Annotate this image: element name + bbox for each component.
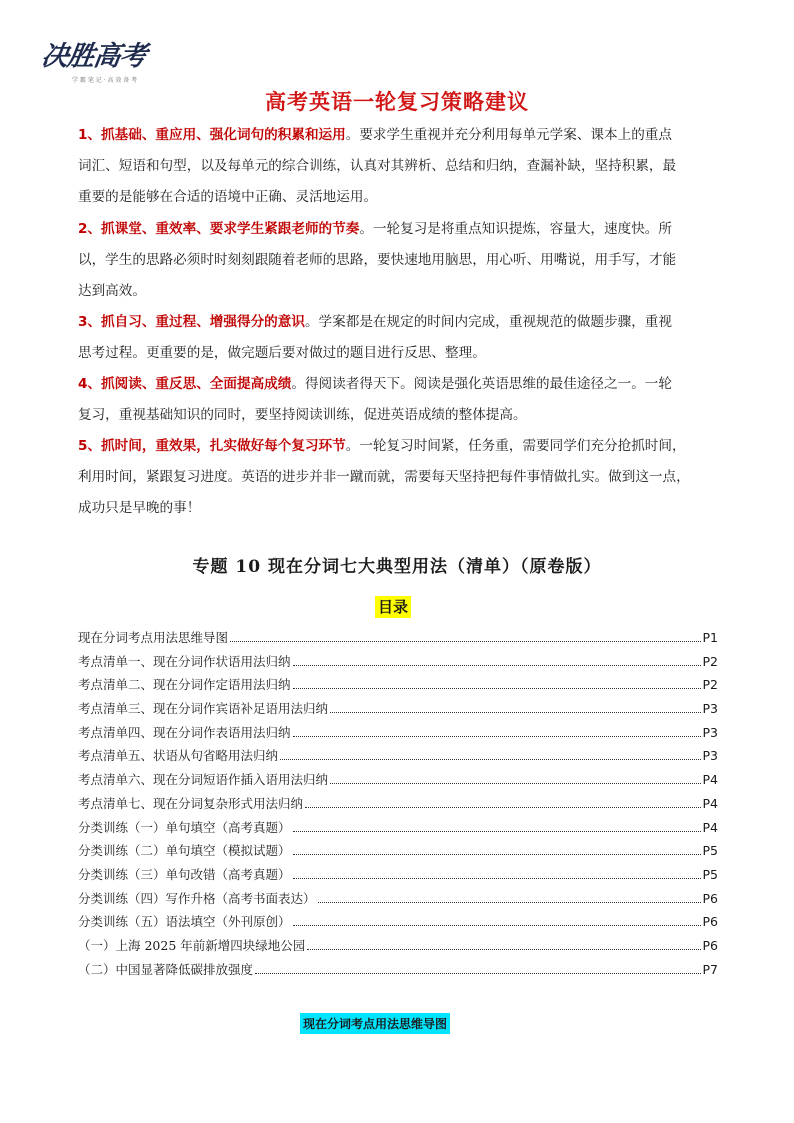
toc-entry-title: 考点清单二、现在分词作定语用法归纳 xyxy=(78,677,291,693)
toc-entry-title: （二）中国显著降低碳排放强度 xyxy=(78,961,254,977)
toc-entry-page: P4 xyxy=(702,772,718,788)
toc-entry[interactable] xyxy=(78,865,718,889)
strategy-text: 思考过程。更重要的是，做完题后要对做过的题目进行反思、整理。 xyxy=(78,345,486,361)
strategy-text: 重要的是能够在合适的语境中正确、灵活地运用。 xyxy=(78,189,378,205)
toc-leader-dots xyxy=(330,772,700,784)
paragraph-line xyxy=(78,462,722,493)
paragraph-line xyxy=(78,431,722,462)
toc-entry-title: 考点清单三、现在分词作宾语补足语用法归纳 xyxy=(78,701,329,717)
strategy-text: 达到高效。 xyxy=(78,283,146,299)
paragraph-line xyxy=(78,182,722,213)
toc-entry[interactable] xyxy=(78,628,718,652)
strategy-heading: 5、抓时间，重效果，扎实做好每个复习环节 xyxy=(78,438,346,454)
strategy-heading: 2、抓课堂、重效率、要求学生紧跟老师的节奏 xyxy=(78,221,360,237)
mindmap-label: 现在分词考点用法思维导图 xyxy=(300,1013,450,1034)
toc-entry[interactable] xyxy=(78,889,718,913)
toc-entry-page: P4 xyxy=(702,795,718,811)
toc-leader-dots xyxy=(280,748,700,760)
toc-leader-dots xyxy=(307,938,700,950)
toc-entry-page: P7 xyxy=(702,961,718,977)
toc-entry[interactable] xyxy=(78,770,718,794)
toc-entry-title: 分类训练（四）写作升格（高考书面表达） xyxy=(78,890,316,906)
toc-entry-title: 分类训练（二）单句填空（模拟试题） xyxy=(78,843,291,859)
paragraph-line xyxy=(78,276,722,307)
toc-entry-title: 考点清单四、现在分词作表语用法归纳 xyxy=(78,724,291,740)
toc-heading: 目录 xyxy=(375,596,411,618)
toc-leader-dots xyxy=(305,796,700,808)
paragraph-line xyxy=(78,493,722,524)
toc-entry-page: P3 xyxy=(702,724,718,740)
toc-leader-dots xyxy=(293,867,701,879)
paragraph-line xyxy=(78,245,722,276)
toc-entry[interactable] xyxy=(78,723,718,747)
toc-leader-dots xyxy=(293,914,701,926)
toc-entry-page: P4 xyxy=(702,819,718,835)
toc-entry-page: P5 xyxy=(702,866,718,882)
toc-leader-dots xyxy=(293,843,701,855)
toc-entry-page: P1 xyxy=(702,630,718,645)
toc-entry-page: P5 xyxy=(702,843,718,859)
strategy-paragraph xyxy=(78,120,722,213)
toc-entry-title: 现在分词考点用法思维导图 xyxy=(78,630,229,645)
strategy-text: 以，学生的思路必须时时刻刻跟随着老师的思路，要快速地用脑思，用心听、用嘴说，用手写，才能 xyxy=(78,252,677,268)
toc-entry-page: P3 xyxy=(702,701,718,717)
toc-entry-title: 考点清单七、现在分词复杂形式用法归纳 xyxy=(78,795,304,811)
paragraph-line xyxy=(78,400,722,431)
paragraph-line xyxy=(78,214,722,245)
toc-entry-title: 分类训练（五）语法填空（外刊原创） xyxy=(78,914,291,930)
strategy-paragraph xyxy=(78,369,722,431)
toc-leader-dots xyxy=(293,820,701,832)
paragraph-line xyxy=(78,307,722,338)
strategy-paragraph xyxy=(78,307,722,369)
strategy-text: 利用时间，紧跟复习进度。英语的进步并非一蹴而就，需要每天坚持把每件事情做扎实。做到这一点， xyxy=(78,469,690,485)
strategy-text: 。学案都是在规定的时间内完成，重视规范的做题步骤，重视 xyxy=(304,314,672,330)
toc-entry-title: 考点清单一、现在分词作状语用法归纳 xyxy=(78,653,291,669)
toc-entry-page: P2 xyxy=(702,677,718,693)
toc-entry-page: P6 xyxy=(702,890,718,906)
toc-entry-title: 分类训练（一）单句填空（高考真题） xyxy=(78,819,291,835)
logo-text: 决胜高考 xyxy=(39,41,148,72)
strategy-text: 复习，重视基础知识的同时，要坚持阅读训练，促进英语成绩的整体提高。 xyxy=(78,407,527,423)
toc-leader-dots xyxy=(293,677,701,689)
toc-entry-title: 考点清单六、现在分词短语作插入语用法归纳 xyxy=(78,772,329,788)
strategy-text: 词汇、短语和句型，以及每单元的综合训练，认真对其辨析、总结和归纳，查漏补缺，坚持积累，最 xyxy=(78,158,677,174)
strategy-paragraph xyxy=(78,431,722,524)
toc-entry[interactable] xyxy=(78,794,718,818)
toc-leader-dots xyxy=(255,962,700,974)
toc-entry[interactable] xyxy=(78,675,718,699)
toc-leader-dots xyxy=(230,630,700,642)
toc-entry[interactable] xyxy=(78,818,718,842)
toc-leader-dots xyxy=(318,891,701,903)
toc-entry-page: P3 xyxy=(702,748,718,764)
strategy-text: 成功只是早晚的事！ xyxy=(78,500,201,516)
paragraph-line xyxy=(78,120,722,151)
paragraph-line xyxy=(78,338,722,369)
toc-entry-page: P2 xyxy=(702,653,718,669)
toc-entry[interactable] xyxy=(78,652,718,676)
toc-entry-title: （一）上海 2025 年前新增四块绿地公园 xyxy=(78,937,306,953)
strategy-heading: 4、抓阅读、重反思、全面提高成绩 xyxy=(78,376,292,392)
toc-leader-dots xyxy=(293,654,701,666)
topic-title: 专题 10 现在分词七大典型用法（清单）（原卷版） xyxy=(192,557,602,577)
document-title: 高考英语一轮复习策略建议 xyxy=(265,90,529,114)
toc-entry[interactable] xyxy=(78,936,718,960)
strategy-text: 。得阅读者得天下。阅读是强化英语思维的最佳途径之一。一轮 xyxy=(291,376,672,392)
toc-entry-page: P6 xyxy=(702,914,718,930)
strategy-text: 。一轮复习是将重点知识提炼，容量大，速度快。所 xyxy=(359,221,672,237)
toc-entry-title: 考点清单五、状语从句省略用法归纳 xyxy=(78,748,279,764)
toc-entry[interactable] xyxy=(78,912,718,936)
toc-leader-dots xyxy=(293,725,701,737)
paragraph-line xyxy=(78,151,722,182)
logo-subtitle: 学 霸 笔 记 · 高 效 备 考 xyxy=(72,77,138,84)
toc-entry[interactable] xyxy=(78,841,718,865)
strategy-paragraph xyxy=(78,214,722,307)
toc-entry-title: 分类训练（三）单句改错（高考真题） xyxy=(78,866,291,882)
toc-entry[interactable] xyxy=(78,960,718,984)
toc-entry-page: P6 xyxy=(702,937,718,953)
toc-leader-dots xyxy=(330,701,700,713)
toc-entry[interactable] xyxy=(78,699,718,723)
toc-entry[interactable] xyxy=(78,746,718,770)
strategy-text: 。一轮复习时间紧，任务重，需要同学们充分抢抓时间， xyxy=(345,438,686,454)
paragraph-line xyxy=(78,369,722,400)
strategy-heading: 3、抓自习、重过程、增强得分的意识 xyxy=(78,314,305,330)
strategy-text: 。要求学生重视并充分利用每单元学案、课本上的重点 xyxy=(345,127,672,143)
strategy-heading: 1、抓基础、重应用、强化词句的积累和运用 xyxy=(78,127,346,143)
table-of-contents xyxy=(78,628,718,983)
